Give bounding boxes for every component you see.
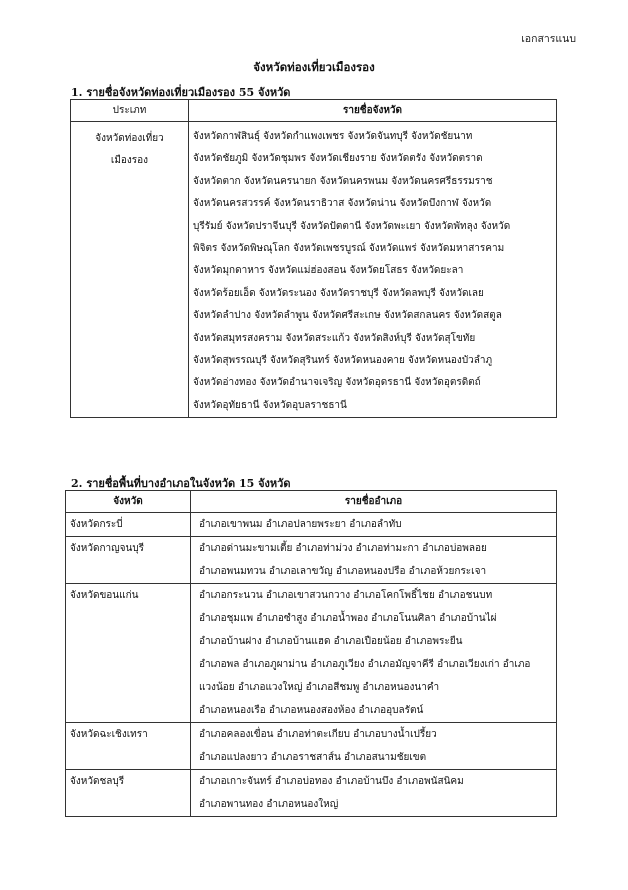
- province-line: พิจิตร จังหวัดพิษณุโลก จังหวัดเพชรบูรณ์ จังหวัดแพร่ จังหวัดมหาสารคาม: [193, 243, 505, 255]
- district-line: อำเภอด่านมะขามเตี้ย อำเภอท่าม่วง อำเภอท่ามะกา อำเภอบ่อพลอย: [199, 543, 487, 554]
- district-line: อำเภอหนองเรือ อำเภอหนองสองห้อง อำเภออุบลรัตน์: [199, 705, 424, 716]
- district-list-cell: [191, 584, 557, 723]
- district-line: อำเภอชุมแพ อำเภอซำสูง อำเภอน้ำพอง อำเภอโนนศิลา อำเภอบ้านไผ่: [199, 613, 497, 624]
- table-row: [71, 122, 557, 418]
- province-line: จังหวัดอ่างทอง จังหวัดอำนาจเจริญ จังหวัดอุดรธานี จังหวัดอุตรดิตถ์: [193, 377, 481, 389]
- table2-header-row: [66, 491, 557, 513]
- district-line: อำเภอเขาพนม อำเภอปลายพระยา อำเภอลำทับ: [199, 519, 402, 530]
- attachment-label: เอกสารแนบ: [521, 33, 576, 45]
- province-line: จังหวัดตาก จังหวัดนครนายก จังหวัดนครพนม จังหวัดนครศรีธรรมราช: [193, 175, 493, 187]
- province-cell: จังหวัดชลบุรี: [66, 770, 191, 817]
- province-line: จังหวัดอุทัยธานี จังหวัดอุบลราชธานี: [193, 399, 347, 411]
- table-row: [66, 723, 557, 770]
- province-cell: จังหวัดกระบี่: [66, 513, 191, 537]
- province-cell: จังหวัดกาญจนบุรี: [66, 537, 191, 584]
- district-areas-table: [65, 490, 557, 817]
- category-cell: [71, 122, 189, 418]
- province-line: จังหวัดร้อยเอ็ด จังหวัดระนอง จังหวัดราชบุรี จังหวัดลพบุรี จังหวัดเลย: [193, 287, 484, 299]
- table1-header-provinces: รายชื่อจังหวัด: [189, 100, 557, 122]
- table-row: [66, 513, 557, 537]
- document-title: จังหวัดท่องเที่ยวเมืองรอง: [253, 60, 375, 74]
- table-row: [66, 537, 557, 584]
- province-cell: จังหวัดฉะเชิงเทรา: [66, 723, 191, 770]
- category-line: เมืองรอง: [110, 155, 149, 167]
- district-list-cell: [191, 537, 557, 584]
- table2-header-province: จังหวัด: [66, 491, 191, 513]
- district-list-cell: [191, 513, 557, 537]
- category-line: จังหวัดท่องเที่ยว: [95, 133, 164, 144]
- district-line: อำเภอพล อำเภอภูผาม่าน อำเภอภูเวียง อำเภอมัญจาคีรี อำเภอเวียงเก่า อำเภอ: [199, 659, 531, 670]
- province-line: จังหวัดสมุทรสงคราม จังหวัดสระแก้ว จังหวัดสิงห์บุรี จังหวัดสุโขทัย: [193, 332, 476, 344]
- table-row: [66, 584, 557, 723]
- district-list-cell: [191, 770, 557, 817]
- province-list-cell: [189, 122, 557, 418]
- table2-header-districts: รายชื่ออำเภอ: [191, 491, 557, 513]
- section2-title: 2. รายชื่อพื้นที่บางอำเภอในจังหวัด 15 จังหวัด: [71, 477, 291, 490]
- province-line: จังหวัดนครสวรรค์ จังหวัดนราธิวาส จังหวัดน่าน จังหวัดบึงกาฬ จังหวัด: [193, 198, 492, 210]
- district-line: แวงน้อย อำเภอแวงใหญ่ อำเภอสีชมพู อำเภอหนองนาคำ: [199, 682, 440, 693]
- district-line: อำเภอพานทอง อำเภอหนองใหญ่: [199, 799, 339, 810]
- province-line: จังหวัดกาฬสินธุ์ จังหวัดกำแพงเพชร จังหวัดจันทบุรี จังหวัดชัยนาท: [193, 131, 473, 142]
- district-line: อำเภอบ้านฝาง อำเภอบ้านแฮด อำเภอเปือยน้อย อำเภอพระยืน: [199, 636, 463, 647]
- province-line: จังหวัดสุพรรณบุรี จังหวัดสุรินทร์ จังหวัดหนองคาย จังหวัดหนองบัวลำภู: [193, 355, 493, 367]
- province-line: จังหวัดมุกดาหาร จังหวัดแม่ฮ่องสอน จังหวัดยโสธร จังหวัดยะลา: [193, 265, 464, 277]
- province-line: จังหวัดชัยภูมิ จังหวัดชุมพร จังหวัดเชียงราย จังหวัดตรัง จังหวัดตราด: [193, 153, 483, 165]
- district-line: อำเภอกระนวน อำเภอเขาสวนกวาง อำเภอโคกโพธิ์ไชย อำเภอชนบท: [199, 590, 493, 601]
- table1-header-category: ประเภท: [71, 100, 189, 122]
- province-line: บุรีรัมย์ จังหวัดปราจีนบุรี จังหวัดปัตตานี จังหวัดพะเยา จังหวัดพัทลุง จังหวัด: [193, 220, 511, 232]
- table1-header-row: [71, 100, 557, 122]
- secondary-provinces-table: [70, 99, 557, 418]
- district-line: อำเภอพนมทวน อำเภอเลาขวัญ อำเภอหนองปรือ อำเภอห้วยกระเจา: [199, 566, 487, 577]
- district-list-cell: [191, 723, 557, 770]
- province-line: จังหวัดลำปาง จังหวัดลำพูน จังหวัดศรีสะเกษ จังหวัดสกลนคร จังหวัดสตูล: [193, 310, 502, 322]
- section1-title: 1. รายชื่อจังหวัดท่องเที่ยวเมืองรอง 55 จังหวัด: [71, 86, 291, 99]
- district-line: อำเภอคลองเขื่อน อำเภอท่าตะเกียบ อำเภอบางน้ำเปรี้ยว: [199, 729, 437, 740]
- table-row: [66, 770, 557, 817]
- province-cell: จังหวัดขอนแก่น: [66, 584, 191, 723]
- district-line: อำเภอเกาะจันทร์ อำเภอบ่อทอง อำเภอบ้านบึง อำเภอพนัสนิคม: [199, 776, 464, 787]
- district-line: อำเภอแปลงยาว อำเภอราชสาส์น อำเภอสนามชัยเขต: [199, 752, 427, 763]
